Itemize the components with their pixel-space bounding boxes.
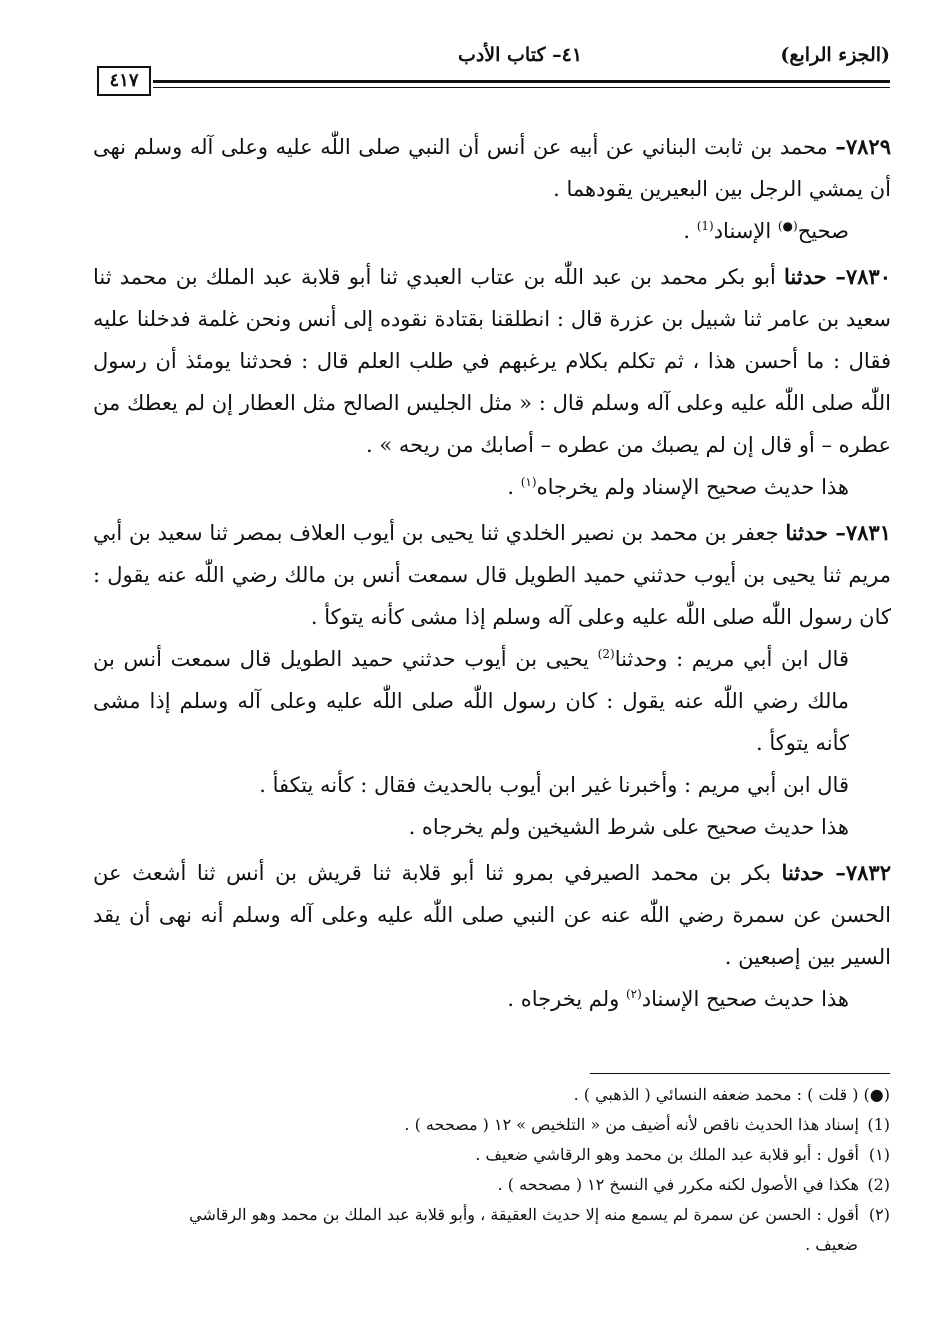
footnote-text: هكذا في الأصول لكنه مكرر في النسخ ١٢ ( مصححه ) . — [497, 1175, 859, 1194]
book-title: ٤١– كتاب الأدب — [457, 44, 583, 66]
hadith-number: ٧٨٣٢– — [835, 860, 891, 885]
footnote — [75, 1110, 890, 1140]
footnote — [75, 1080, 890, 1110]
footnote-text: ( قلت ) : محمد ضعفه النسائي ( الذهبي ) . — [573, 1085, 859, 1104]
footnote-ref: (●) — [777, 219, 798, 233]
hadith-number: ٧٨٣١– — [835, 520, 891, 545]
hadith-number: ٧٨٢٩– — [835, 134, 891, 159]
footnote-mark: (●) — [863, 1085, 890, 1104]
hadith-text: بكر بن محمد الصيرفي بمرو ثنا أبو قلابة ثنا قريش بن أنس ثنا أشعث عن الحسن عن سمرة رضي اللّٰه عنه عن النبي صلى اللّٰه عليه وعلى آله وسلم أنه نهى أن يقد السير بين إصبعين . — [93, 861, 891, 969]
footnote-text: أقول : الحسن عن سمرة لم يسمع منه إلا حديث العقيقة ، وأبو قلابة عبد الملك بن محمد وهو الرقاشي — [189, 1205, 859, 1224]
footnote-ref: (1) — [696, 219, 714, 233]
hadith-text: جعفر بن محمد بن نصير الخلدي ثنا يحيى بن أيوب العلاف بمصر ثنا سعيد بن أبي مريم ثنا يحيى بن أيوب حدثني حميد الطويل قال سمعت أنس بن مالك رضي اللّٰه عنه يقول : كان رسول اللّٰه صلى اللّٰه عليه وعلى آله وسلم إذا مشى كأنه يتوكأ . — [93, 521, 891, 629]
verdict-text: الإسناد — [713, 219, 778, 243]
verdict-text: . — [683, 219, 697, 243]
hadith-keyword: حدثنا — [781, 860, 836, 885]
footnote-ref: (٢) — [625, 987, 642, 1001]
hadith-keyword: حدثنا — [785, 520, 836, 545]
hadith-7831-second-chain — [93, 638, 891, 764]
header-rule-thin — [153, 87, 890, 88]
verdict-text: ولم يخرجاه . — [507, 987, 626, 1011]
page-number: ٤١٧ — [97, 66, 151, 96]
footnote — [75, 1200, 890, 1230]
footnote-mark: (1) — [867, 1115, 890, 1134]
footnote-continuation: ضعيف . — [805, 1235, 858, 1254]
footnote-separator — [590, 1073, 890, 1074]
hadith-7829 — [93, 126, 891, 210]
footnote — [75, 1170, 890, 1200]
verdict-7829 — [93, 210, 891, 252]
verdict-text: صحيح — [797, 219, 849, 243]
footnote-mark: (٢) — [868, 1205, 890, 1224]
verdict-7832 — [93, 978, 891, 1020]
footnotes — [75, 1080, 890, 1260]
hadith-text: يحيى بن أيوب حدثني حميد الطويل قال سمعت أنس بن مالك رضي اللّٰه عنه يقول : كان رسول اللّٰه صلى اللّٰه عليه وعلى آله وسلم إذا مشى كأنه يتوكأ . — [93, 647, 849, 755]
hadith-text: قال ابن أبي مريم : وحدثنا — [614, 647, 849, 671]
verdict-text: هذا حديث صحيح الإسناد ولم يخرجاه — [536, 475, 849, 499]
header-rule-thick — [153, 80, 890, 83]
footnote — [75, 1140, 890, 1170]
footnote-text: إسناد هذا الحديث ناقص لأنه أضيف من « التلخيص » ١٢ ( مصححه ) . — [404, 1115, 859, 1134]
hadith-7830 — [93, 256, 891, 466]
verdict-text: هذا حديث صحيح الإسناد — [641, 987, 849, 1011]
verdict-text: . — [507, 475, 521, 499]
hadith-7831-variant: قال ابن أبي مريم : وأخبرنا غير ابن أيوب بالحديث فقال : كأنه يتكفأ . — [259, 773, 849, 797]
footnote-text: أقول : أبو قلابة عبد الملك بن محمد وهو الرقاشي ضعيف . — [475, 1145, 859, 1164]
hadith-body — [93, 126, 891, 1020]
verdict-7831: هذا حديث صحيح على شرط الشيخين ولم يخرجاه . — [408, 815, 849, 839]
footnote-ref: (2) — [597, 647, 615, 661]
page-header — [95, 44, 890, 100]
hadith-text: محمد بن ثابت البناني عن أبيه عن أنس أن النبي صلى اللّٰه عليه وعلى آله وسلم نهى أن يمشي الرجل بين البعيرين يقودهما . — [93, 135, 891, 201]
hadith-text: أبو بكر محمد بن عبد اللّٰه بن عتاب العبدي ثنا أبو قلابة عبد الملك بن محمد ثنا سعيد بن عامر ثنا شبيل بن عزرة قال : انطلقنا بقتادة نقوده إلى أنس ونحن غلمة فدخلنا عليه فقال : ما أحسن هذا ، ثم تكلم بكلام يرغبهم في طلب العلم قال : فحدثنا يومئذ أن رسول اللّٰه صلى اللّٰه عليه وعلى آله وسلم قال : « مثل الجليس الصالح مثل العطار إن لم يعطك من عطره – أو قال إن لم يصبك من عطره – أصابك من ريحه » . — [93, 265, 891, 457]
footnote-ref: (١) — [520, 475, 537, 489]
hadith-keyword: حدثنا — [784, 264, 836, 289]
verdict-7830 — [93, 466, 891, 508]
footnote-mark: (١) — [868, 1145, 890, 1164]
hadith-7832 — [93, 852, 891, 978]
volume-label: (الجزء الرابع) — [780, 44, 890, 66]
hadith-7831 — [93, 512, 891, 638]
footnote-mark: (2) — [867, 1175, 890, 1194]
hadith-number: ٧٨٣٠– — [835, 264, 891, 289]
